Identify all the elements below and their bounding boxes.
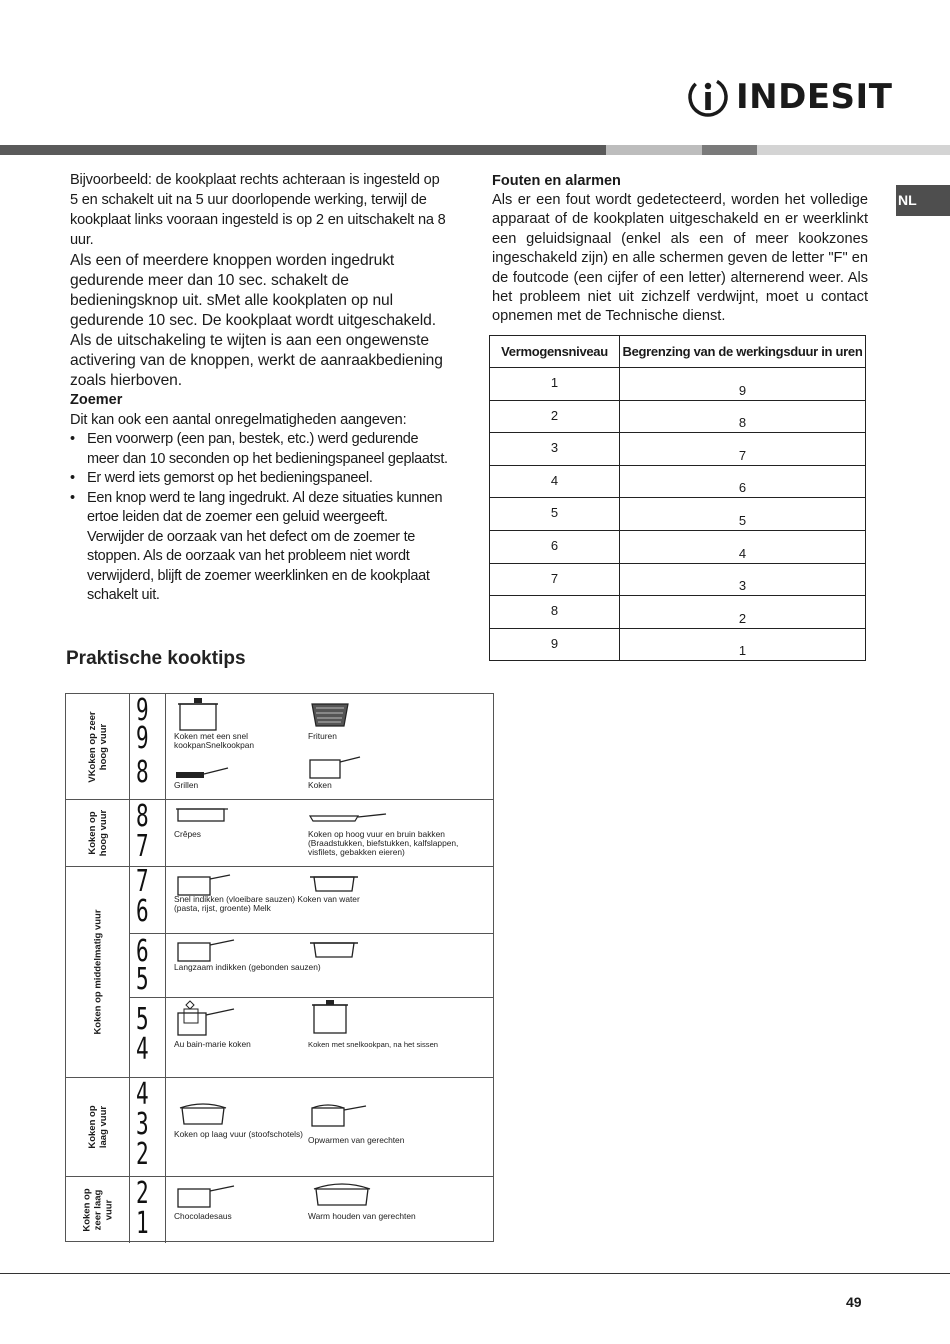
group-label: Koken op middelmatig vuur — [92, 909, 103, 1035]
power-digit: 7 — [136, 864, 149, 899]
serving-dish-icon — [310, 1179, 374, 1209]
power-digit: 2 — [136, 1137, 149, 1172]
cooking-tips-chart — [65, 693, 494, 1242]
brand-logo — [686, 75, 892, 119]
saucepan-icon — [176, 1183, 238, 1209]
frying-pan-icon — [308, 810, 388, 824]
tip-label: Koken op hoog vuur en bruin bakken (Braadstukken, biefstukken, kalfslappen, visfilets, gebakken eieren) — [308, 829, 459, 857]
tip-label: Koken met een snel kookpanSnelkookpan — [174, 731, 255, 750]
tip-label: Koken op laag vuur (stoofschotels) — [174, 1129, 303, 1139]
tips-title: Praktische kooktips — [66, 648, 246, 669]
table-cell: 7 — [490, 563, 620, 596]
table-row — [490, 563, 866, 596]
table-cell: 8 — [620, 400, 866, 433]
fryer-basket-icon — [308, 700, 352, 730]
indesit-mark-icon — [686, 75, 730, 119]
power-digit: 6 — [136, 894, 149, 929]
table-cell: 8 — [490, 596, 620, 629]
group-label: Koken op laag vuur — [86, 1105, 109, 1149]
pressure-cooker-icon — [176, 696, 222, 732]
table-row — [490, 400, 866, 433]
tips-group — [66, 799, 493, 866]
table-row — [490, 530, 866, 563]
power-digit: 9 — [136, 721, 149, 756]
pressure-cooker-icon — [310, 997, 350, 1037]
tips-group — [66, 1176, 493, 1243]
table-cell: 5 — [620, 498, 866, 531]
casserole-icon — [176, 1100, 230, 1128]
pot-icon — [308, 939, 360, 961]
group-label: Koken op hoog vuur — [86, 809, 109, 857]
table-row — [490, 596, 866, 629]
power-digit: 8 — [136, 799, 149, 834]
list-item: • Een knop werd te lang ingedrukt. Al deze situaties kunnen ertoe leiden dat de zoemer een geluid weergeeft. Verwijder de oorzaak van het defect om de zoemer te stoppen. Als de oorzaak van het probleem niet wordt verwijderd, blijft de zoemer weerklinken en de kookplaat schakelt uit. — [70, 489, 448, 606]
left-column — [70, 170, 448, 606]
saucepan-icon — [308, 1100, 368, 1128]
power-digit: 7 — [136, 829, 149, 864]
table-row — [490, 628, 866, 661]
saucepan-icon — [308, 754, 362, 780]
errors-heading: Fouten en alarmen — [492, 173, 621, 189]
zoemer-list — [70, 430, 448, 606]
table-cell: 2 — [490, 400, 620, 433]
header-bar — [0, 145, 950, 155]
list-item: • Er werd iets gemorst op het bedieningspaneel. — [70, 469, 448, 489]
table-cell: 4 — [490, 465, 620, 498]
power-digit: 9 — [136, 693, 149, 728]
crepe-pan-icon — [176, 804, 232, 824]
power-digit: 4 — [136, 1077, 149, 1112]
group-label: Koken op zeer laag vuur — [81, 1188, 114, 1232]
language-tab: NL — [896, 185, 950, 216]
tip-label: Koken — [308, 780, 332, 790]
tip-label: Au bain-marie koken — [174, 1039, 251, 1049]
pot-icon — [308, 873, 360, 895]
power-digit: 5 — [136, 1002, 149, 1037]
table-cell: 3 — [620, 563, 866, 596]
footer-line — [0, 1273, 950, 1274]
tip-label: Grillen — [174, 780, 199, 790]
table-row — [490, 465, 866, 498]
saucepan-icon — [176, 937, 238, 963]
table-header: Begrenzing van de werkingsduur in uren — [620, 336, 866, 368]
tip-label: Warm houden van gerechten — [308, 1211, 416, 1221]
table-cell: 9 — [620, 368, 866, 401]
tips-group — [66, 866, 493, 1077]
tip-label: Snel indikken (vloeibare sauzen) Koken van water (pasta, rijst, groente) Melk — [174, 894, 360, 913]
power-digit: 4 — [136, 1032, 149, 1067]
power-digit: 5 — [136, 962, 149, 997]
table-cell: 4 — [620, 530, 866, 563]
bain-marie-icon — [176, 999, 238, 1037]
power-digit: 2 — [136, 1176, 149, 1211]
tips-group — [66, 694, 493, 799]
table-cell: 5 — [490, 498, 620, 531]
table-cell: 9 — [490, 628, 620, 661]
tips-group — [66, 1077, 493, 1176]
table-cell: 6 — [490, 530, 620, 563]
tip-label: Opwarmen van gerechten — [308, 1135, 405, 1145]
auto-off-paragraph: Als een of meerdere knoppen worden ingedrukt gedurende meer dan 10 sec. schakelt de bedieningsknop uit. sMet alle kookplaten op nul gedurende 10 sec. De kookplaat wordt uitgeschakeld. Als de uitschakeling te wijten is aan een ongewenste activering van de knoppen, werkt de aanraakbediening zoals hierboven. — [70, 252, 443, 389]
page-number: 49 — [846, 1294, 862, 1310]
errors-paragraph: Als er een fout wordt gedetecteerd, worden het volledige apparaat of de kookplaten uitgeschakeld en er weerklinkt een geluidsignaal (enkel als een of meer kookzones ingeschakeld zijn) en alle schermen geven de letter "F" en de foutcode (een cijfer of een letter) alternerend weer. Als het probleem niet uit zichzelf verdwijnt, moet u contact opnemen met de Technische dienst. — [492, 192, 868, 325]
example-paragraph: Bijvoorbeeld: de kookplaat rechts achteraan is ingesteld op 5 en schakelt uit na 5 uur doorlopende werking, terwijl de kookplaat links vooraan ingesteld is op 2 en uitschakelt na 8 uur. — [70, 172, 446, 248]
table-row — [490, 498, 866, 531]
group-label: VKoken op zeer hoog vuur — [86, 710, 109, 783]
power-limit-table — [489, 335, 866, 661]
power-digit: 1 — [136, 1206, 149, 1241]
brand-name: INDESIT — [736, 77, 893, 117]
table-cell: 3 — [490, 433, 620, 466]
tip-label: Crêpes — [174, 829, 201, 839]
table-cell: 6 — [620, 465, 866, 498]
tip-label: Langzaam indikken (gebonden sauzen) — [174, 962, 321, 972]
list-item: • Een voorwerp (een pan, bestek, etc.) werd gedurende meer dan 10 seconden op het bedieningspaneel geplaatst. — [70, 430, 448, 469]
power-digit: 3 — [136, 1107, 149, 1142]
table-row — [490, 433, 866, 466]
tip-label: Koken met snelkookpan, na het sissen — [308, 1040, 439, 1049]
table-header: Vermogensniveau — [490, 336, 620, 368]
tip-label: Frituren — [308, 731, 337, 741]
table-cell: 1 — [620, 628, 866, 661]
tip-label: Chocoladesaus — [174, 1211, 232, 1221]
right-column — [492, 172, 868, 327]
table-cell: 2 — [620, 596, 866, 629]
table-row — [490, 368, 866, 401]
power-digit: 6 — [136, 934, 149, 969]
zoemer-heading: Zoemer — [70, 392, 123, 408]
power-digit: 8 — [136, 755, 149, 790]
zoemer-intro: Dit kan ook een aantal onregelmatigheden aangeven: — [70, 412, 407, 428]
table-cell: 7 — [620, 433, 866, 466]
table-cell: 1 — [490, 368, 620, 401]
grill-pan-icon — [174, 766, 230, 780]
